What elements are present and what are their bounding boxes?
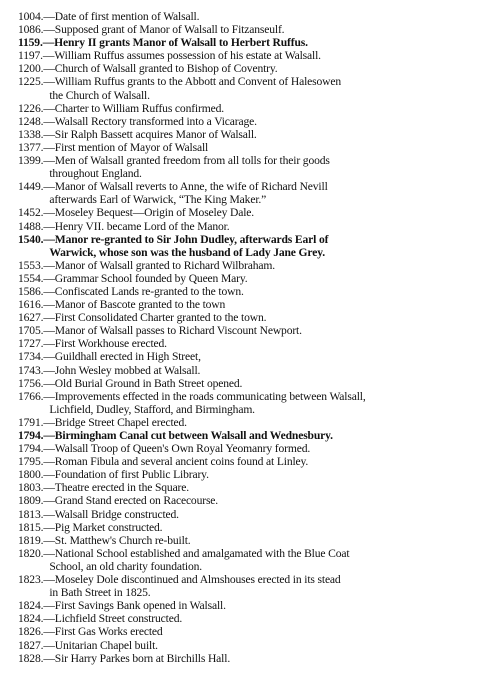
entry-text-line: —Walsall Rectory transformed into a Vicarage. [43,114,257,128]
chronology-entry [18,377,495,390]
chronology-entry [18,233,495,259]
entry-text [43,599,495,612]
entry-text-line: —Improvements effected in the roads communicating between Walsall, [43,389,366,403]
chronology-entry [18,154,495,180]
entry-year: 1377. [18,140,44,154]
entry-text-line: —John Wesley mobbed at Walsall. [43,363,201,377]
entry-text-line: —First Gas Works erected [43,625,163,639]
chronology-entry [18,639,495,652]
entry-text-line: —Men of Walsall granted freedom from all tolls for their goods [43,154,330,168]
entry-text [43,206,495,219]
chronology-entry [18,390,495,416]
entry-text [43,324,495,337]
entry-text-line: —Manor of Walsall granted to Richard Wilbraham. [43,258,275,272]
entry-text [43,128,495,141]
chronology-entry [18,416,495,429]
entry-text-line: —Date of first mention of Walsall. [43,10,200,23]
entry-text-line: —Old Burial Ground in Bath Street opened. [43,376,243,390]
entry-text [43,220,495,233]
entry-year: 1086. [18,23,44,37]
entry-text [43,442,495,455]
chronology-entry [18,455,495,468]
entry-text-line: —Sir Harry Parkes born at Birchills Hall. [43,651,231,665]
entry-year: 1399. [18,154,44,168]
entry-year: 1225. [18,75,44,89]
chronology-entry [18,612,495,625]
entry-year: 1159. [18,36,43,50]
entry-text-line: —Roman Fibula and several ancient coins found at Linley. [43,455,309,469]
entry-text-line: —Manor of Bascote granted to the town [43,298,226,312]
entry-text-line: —Manor of Walsall passes to Richard Viscount Newport. [43,324,302,338]
entry-year: 1488. [18,219,44,233]
entry-year: 1734. [18,350,44,364]
chronology-entry [18,141,495,154]
entry-year: 1824. [18,599,44,613]
entry-text [43,180,495,206]
entry-year: 1809. [18,494,44,508]
chronology-entry [18,481,495,494]
chronology-entry [18,324,495,337]
entry-text [43,377,495,390]
chronology-entry [18,180,495,206]
entry-text [43,429,495,442]
chronology-entry [18,534,495,547]
entry-text-line: —Foundation of first Public Library. [43,468,209,482]
entry-text [43,115,495,128]
entry-text [43,350,495,363]
entry-text [43,154,495,180]
entry-year: 1616. [18,298,44,312]
entry-year: 1200. [18,62,44,76]
entry-year: 1795. [18,455,44,469]
entry-text-line: —First Savings Bank opened in Walsall. [43,599,226,613]
entry-text-line: —Sir Ralph Bassett acquires Manor of Walsall. [43,127,257,141]
entry-text-line: —National School established and amalgamated with the Blue Coat [43,546,350,560]
entry-text-line: —Church of Walsall granted to Bishop of Coventry. [43,62,278,76]
chronology-entry [18,62,495,75]
entry-year: 1791. [18,415,44,429]
entry-text [43,272,495,285]
entry-text [43,625,495,638]
entry-year: 1828. [18,651,44,665]
chronology-entry [18,521,495,534]
entry-year: 1627. [18,311,44,325]
entry-text-line: —Grammar School founded by Queen Mary. [43,271,248,285]
entry-text [43,36,495,49]
chronology-entry [18,49,495,62]
entry-text-line: —Bridge Street Chapel erected. [43,415,187,429]
entry-text-line: —Walsall Bridge constructed. [43,507,179,521]
entry-year: 1794. [18,442,44,456]
entry-text-continuation: Warwick, whose son was the husband of Lady Jane Grey. [49,245,325,259]
entry-year: 1803. [18,481,44,495]
entry-year: 1813. [18,507,44,521]
entry-text-line: —Henry II grants Manor of Walsall to Herbert Ruffus. [42,36,308,50]
chronology-entry [18,220,495,233]
entry-text-line: —Moseley Bequest—Origin of Moseley Dale. [43,206,255,220]
chronology-entry [18,206,495,219]
entry-text-line: —William Ruffus assumes possession of his estate at Walsall. [42,49,321,63]
entry-year: 1452. [18,206,44,220]
entry-text [43,508,495,521]
entry-text-line: —First Consolidated Charter granted to the town. [43,311,267,325]
entry-year: 1554. [18,271,44,285]
chronology-entry [18,259,495,272]
entry-text [43,285,495,298]
entry-text-line: —St. Matthew's Church re-built. [43,533,191,547]
entry-year: 1794. [18,429,44,442]
entry-year: 1248. [18,114,44,128]
entry-year: 1756. [18,376,44,390]
entry-year: 1586. [18,284,44,298]
entry-text-line: —Charter to William Ruffus confirmed. [43,101,224,115]
chronology-entry [18,494,495,507]
entry-text-line: —Theatre erected in the Square. [43,481,190,495]
chronology-entry [18,429,495,442]
entry-year: 1449. [18,180,44,194]
entry-text [43,534,495,547]
entry-text-line: —First mention of Mayor of Walsall [43,140,209,154]
entry-text-line: —Moseley Dole discontinued and Almshouses erected in its stead [43,573,341,587]
chronology-entry [18,652,495,665]
entry-year: 1819. [18,533,44,547]
entry-text-continuation: afterwards Earl of Warwick, “The King Maker.” [49,193,267,207]
chronology-entry [18,115,495,128]
entry-text [43,494,495,507]
entry-text-line: —Grand Stand erected on Racecourse. [43,494,219,508]
entry-text [43,416,495,429]
entry-year: 1705. [18,324,44,338]
entry-text-line: —Pig Market constructed. [43,520,163,534]
entry-text-line: —Confiscated Lands re-granted to the town. [43,284,244,298]
entry-year: 1820. [18,546,44,560]
entry-text [43,233,495,259]
entry-text [43,547,495,573]
entry-text [43,337,495,350]
entry-text-continuation: Lichfield, Dudley, Stafford, and Birmingham. [49,402,255,416]
chronology-entry [18,442,495,455]
chronology-entry [18,23,495,36]
entry-year: 1826. [18,625,44,639]
chronology-entry [18,128,495,141]
entry-year: 1338. [18,127,44,141]
entry-text-line: —Birmingham Canal cut between Walsall and Wednesbury. [43,429,333,442]
chronology-entry [18,102,495,115]
entry-text [43,298,495,311]
entry-text-line: —First Workhouse erected. [43,337,167,351]
entry-text [43,10,495,23]
entry-text [43,573,495,599]
entry-year: 1827. [18,638,44,652]
chronology-entry [18,547,495,573]
entry-text [43,652,495,665]
entry-text-line: —Supposed grant of Manor of Walsall to Fitzanseulf. [43,23,285,37]
entry-text [43,468,495,481]
entry-text [43,311,495,324]
entry-text [43,481,495,494]
entry-text-line: —Manor of Walsall reverts to Anne, the wife of Richard Nevill [43,180,328,194]
entry-text [43,102,495,115]
entry-year: 1743. [18,363,44,377]
entry-year: 1226. [18,101,44,115]
chronology-entry [18,337,495,350]
entry-year: 1824. [18,612,44,626]
entry-text [43,639,495,652]
entry-text-continuation: School, an old charity foundation. [49,559,203,573]
entry-text-line: —Lichfield Street constructed. [43,612,183,626]
entry-text [43,49,495,62]
entry-text [43,75,495,101]
entry-text [43,390,495,416]
entry-text-continuation: the Church of Walsall. [49,88,150,102]
entry-text-line: —Henry VII. became Lord of the Manor. [43,219,230,233]
entry-year: 1727. [18,337,44,351]
chronology-entry [18,10,495,23]
chronology-entry [18,625,495,638]
entry-year: 1815. [18,520,44,534]
chronology-entry [18,311,495,324]
entry-year: 1540. [18,232,44,246]
entry-text [43,612,495,625]
entry-text-continuation: in Bath Street in 1825. [49,586,151,600]
entry-text [43,259,495,272]
entry-text [43,62,495,75]
entry-year: 1553. [18,258,44,272]
entry-text-line: —William Ruffus grants to the Abbott and Convent of Halesowen [43,75,342,89]
chronology-entry [18,285,495,298]
entry-text [43,23,495,36]
entry-text-line: —Unitarian Chapel built. [43,638,158,652]
chronology-entry [18,508,495,521]
chronology-entry [18,364,495,377]
chronology-entry [18,468,495,481]
entry-text-line: —Manor re-granted to Sir John Dudley, afterwards Earl of [43,232,329,246]
chronology-entry [18,75,495,101]
entry-year: 1800. [18,468,44,482]
entry-year: 1197. [18,49,43,63]
chronology-entry [18,573,495,599]
chronology-entry [18,36,495,49]
chronology-list [18,10,495,665]
entry-year: 1004. [18,10,44,23]
entry-text [43,364,495,377]
entry-text-continuation: throughout England. [49,167,142,181]
chronology-entry [18,298,495,311]
chronology-entry [18,350,495,363]
entry-text [43,455,495,468]
entry-year: 1823. [18,573,44,587]
chronology-entry [18,599,495,612]
entry-text [43,141,495,154]
entry-text-line: —Walsall Troop of Queen's Own Royal Yeomanry formed. [43,442,311,456]
entry-text [43,521,495,534]
chronology-entry [18,272,495,285]
entry-text-line: —Guildhall erected in High Street, [43,350,201,364]
entry-year: 1766. [18,389,44,403]
